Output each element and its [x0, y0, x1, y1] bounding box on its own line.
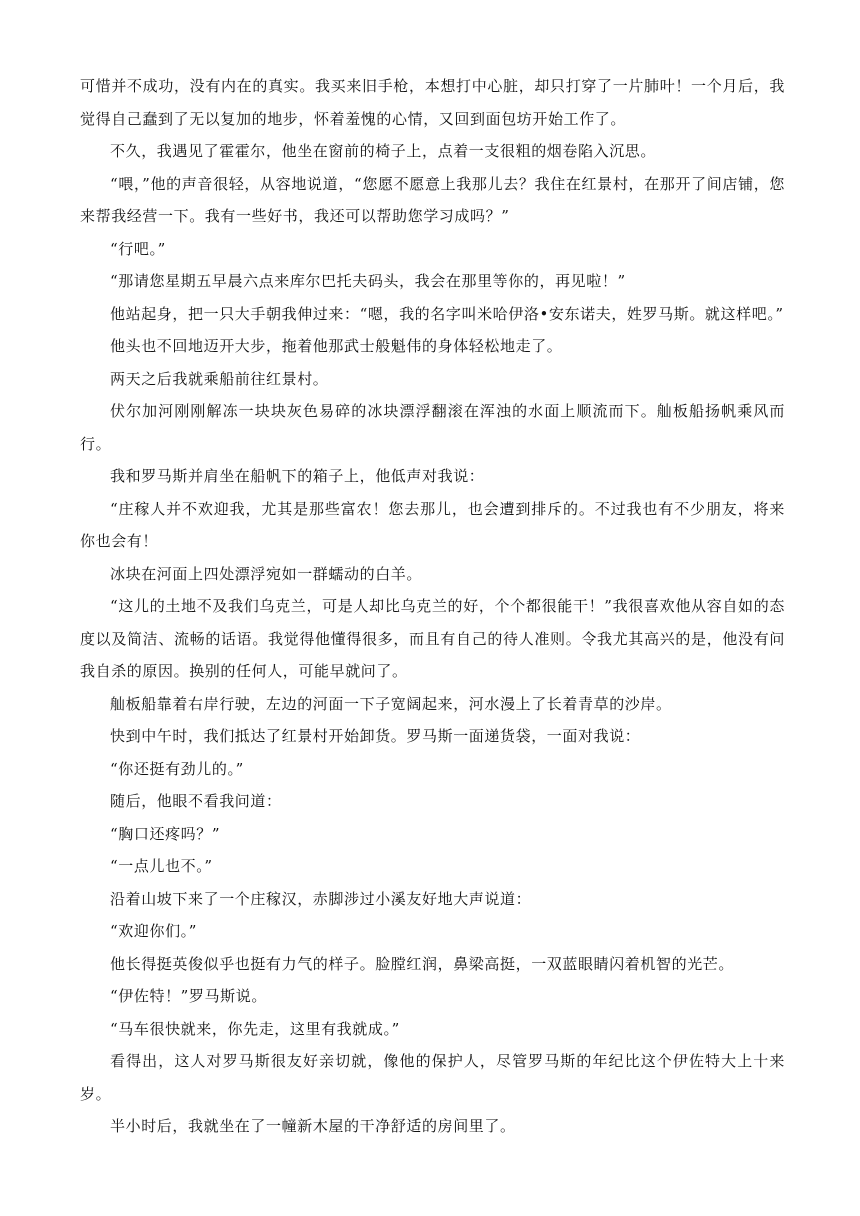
paragraph: “行吧。” — [110, 239, 166, 258]
paragraph: “胸口还疼吗？” — [110, 824, 221, 843]
paragraph: 伏尔加河刚刚解冻一块块灰色易碎的冰块漂浮翻滚在浑浊的水面上顺流而下。舢板船扬帆乘风而行。 — [80, 402, 785, 453]
paragraph: “你还挺有劲儿的。” — [110, 759, 244, 778]
paragraph: 他长得挺英俊似乎也挺有力气的样子。脸膛红润，鼻梁高挺，一双蓝眼睛闪着机智的光芒。 — [110, 954, 735, 973]
paragraph: 两天之后我就乘船前往红景村。 — [110, 369, 329, 388]
paragraph: 随后，他眼不看我问道： — [110, 792, 282, 810]
paragraph: “马车很快就来，你先走，这里有我就成。” — [110, 1019, 400, 1038]
paragraph: 他头也不回地迈开大步，拖着他那武士般魁伟的身体轻松地走了。 — [110, 337, 563, 355]
paragraph: “伊佐特！”罗马斯说。 — [110, 987, 267, 1005]
paragraph: 我和罗马斯并肩坐在船帆下的箱子上，他低声对我说： — [110, 467, 485, 485]
paragraph: 不久，我遇见了霍霍尔，他坐在窗前的椅子上，点着一支很粗的烟卷陷入沉思。 — [110, 142, 657, 160]
paragraph: 沿着山坡下来了一个庄稼汉，赤脚涉过小溪友好地大声说道： — [110, 889, 532, 908]
paragraph: “喂，”他的声音很轻，从容地说道，“您愿不愿意上我那儿去？我住在红景村，在那开了间店铺，您来帮我经营一下。我有一些好书，我还可以帮助您学习成吗？” — [80, 174, 785, 225]
paragraph: “那请您星期五早晨六点来库尔巴托夫码头，我会在那里等你的，再见啦！” — [110, 272, 626, 290]
paragraph: 半小时后，我就坐在了一幢新木屋的干净舒适的房间里了。 — [110, 1117, 516, 1135]
paragraph: 他站起身，把一只大手朝我伸过来：“嗯，我的名字叫米哈伊洛•安东诺夫，姓罗马斯。就这样吧。” — [110, 304, 784, 323]
paragraph: 可惜并不成功，没有内在的真实。我买来旧手枪，本想打中心脏，却只打穿了一片肺叶！一个月后，我觉得自己蠢到了无以复加的地步，怀着羞愧的心情，又回到面包坊开始工作了。 — [80, 77, 785, 128]
paragraph: 舢板船靠着右岸行驶，左边的河面一下子宽阔起来，河水漫上了长着青草的沙岸。 — [110, 694, 672, 713]
paragraph: “欢迎你们。” — [110, 922, 198, 940]
paragraph: “庄稼人并不欢迎我，尤其是那些富农！您去那儿，也会遭到排斥的。不过我也有不少朋友，将来你也会有！ — [80, 499, 785, 550]
story-text — [80, 70, 785, 1143]
paragraph: “一点儿也不。” — [110, 857, 213, 875]
paragraph: “这儿的土地不及我们乌克兰，可是人却比乌克兰的好，个个都很能干！”我很喜欢他从容自如的态度以及简洁、流畅的话语。我觉得他懂得很多，而且有自己的待人准则。令我尤其高兴的是，他没有问我自杀的原因。换别的任何人，可能早就问了。 — [80, 597, 785, 680]
paragraph: 快到中午时，我们抵达了红景村开始卸货。罗马斯一面递货袋，一面对我说： — [110, 727, 641, 745]
paragraph: 看得出，这人对罗马斯很友好亲切就，像他的保护人，尽管罗马斯的年纪比这个伊佐特大上十来岁。 — [80, 1052, 785, 1103]
paragraph: 冰块在河面上四处漂浮宛如一群蠕动的白羊。 — [110, 564, 423, 583]
